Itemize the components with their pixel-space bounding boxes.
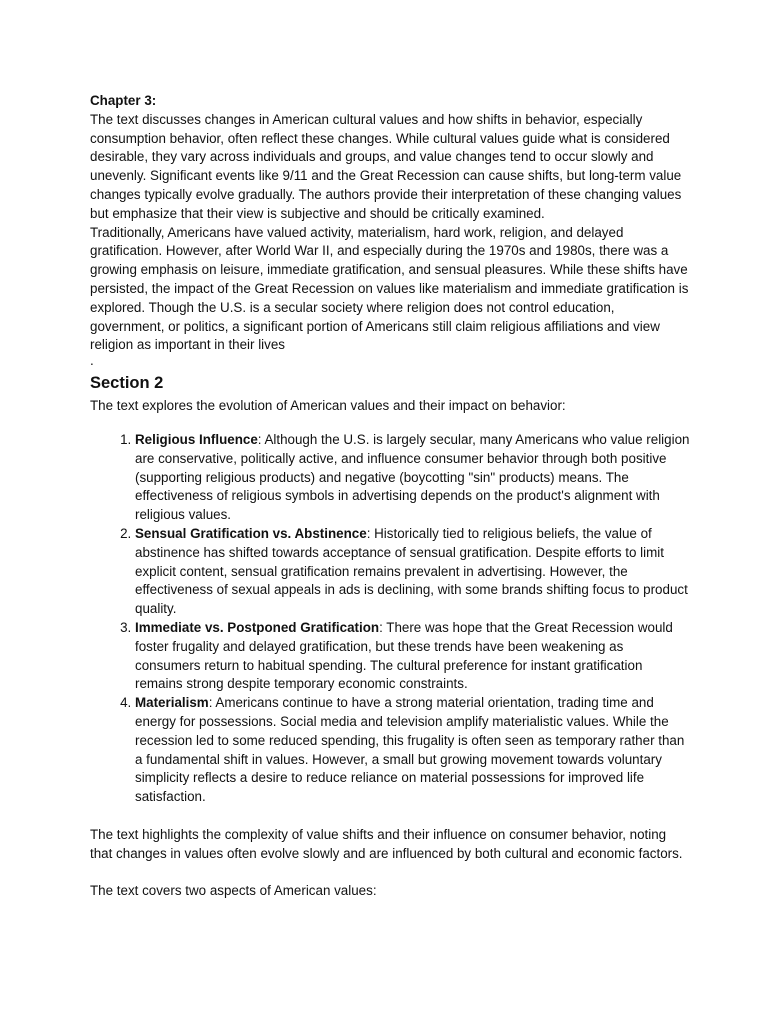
document-page <box>90 92 690 901</box>
stray-period: . <box>90 353 94 369</box>
list-item-term: Religious Influence <box>135 431 258 447</box>
list-item <box>135 525 690 619</box>
section-intro: The text explores the evolution of American values and their impact on behavior: <box>90 398 566 414</box>
list-item-text: : Americans continue to have a strong material orientation, trading time and energy for possessions. Social media and television amplify materialistic values. While the recession led to some reduced spending, this frugality is often seen as temporary rather than a fundamental shift in values. However, a small but growing movement towards voluntary simplicity reflects a desire to reduce reliance on material possessions for improved life satisfaction. <box>135 695 685 805</box>
chapter-paragraph-1: The text discusses changes in American cultural values and how shifts in behavior, especially consumption behavior, often reflect these changes. While cultural values guide what is considered desirable, they vary across individuals and groups, and value changes tend to occur slowly and unevenly. Significant events like 9/11 and the Great Recession can cause shifts, but long-term value changes typically evolve gradually. The authors provide their interpretation of these changing values but emphasize that their view is subjective and should be critically examined. <box>90 111 682 221</box>
chapter-paragraph-2: Traditionally, Americans have valued activity, materialism, hard work, religion, and delayed gratification. However, after World War II, and especially during the 1970s and 1980s, there was a growing emphasis on leisure, immediate gratification, and sensual pleasures. While these shifts have persisted, the impact of the Great Recession on values like materialism and immediate gratification is explored. Though the U.S. is a secular society where religion does not control education, government, or politics, a significant portion of Americans still claim religious affiliations and view religion as important in their lives <box>90 224 689 353</box>
list-item <box>135 619 690 694</box>
section-title: Section 2 <box>90 374 164 393</box>
list-item-term: Immediate vs. Postponed Gratification <box>135 619 380 635</box>
closing-paragraph: The text covers two aspects of American values: <box>90 883 377 899</box>
list-item-text: : Historically tied to religious beliefs, the value of abstinence has shifted towards acceptance of sensual gratification. Despite efforts to limit explicit content, sensual gratification remains prevalent in advertising. However, the effectiveness of sexual appeals in ads is declining, with some brands shifting focus to product quality. <box>135 525 688 617</box>
list-item-term: Materialism <box>135 695 209 711</box>
list-item <box>135 431 690 525</box>
list-item <box>135 694 690 807</box>
summary-paragraph: The text highlights the complexity of value shifts and their influence on consumer behavior, noting that changes in values often evolve slowly and are influenced by both cultural and economic factors. <box>90 826 683 861</box>
list-item-text: : Although the U.S. is largely secular, many Americans who value religion are conservative, politically active, and influence consumer behavior through both positive (supporting religious products) and negative (boycotting "sin" products) means. The effectiveness of religious symbols in advertising depends on the product's alignment with religious values. <box>135 431 690 523</box>
values-list <box>90 431 690 807</box>
list-item-text: : There was hope that the Great Recession would foster frugality and delayed gratification, but these trends have been weakening as consumers return to habitual spending. The cultural preference for instant gratification remains strong despite temporary economic constraints. <box>135 619 673 692</box>
chapter-heading: Chapter 3: <box>90 93 157 108</box>
list-item-term: Sensual Gratification vs. Abstinence <box>135 525 367 541</box>
